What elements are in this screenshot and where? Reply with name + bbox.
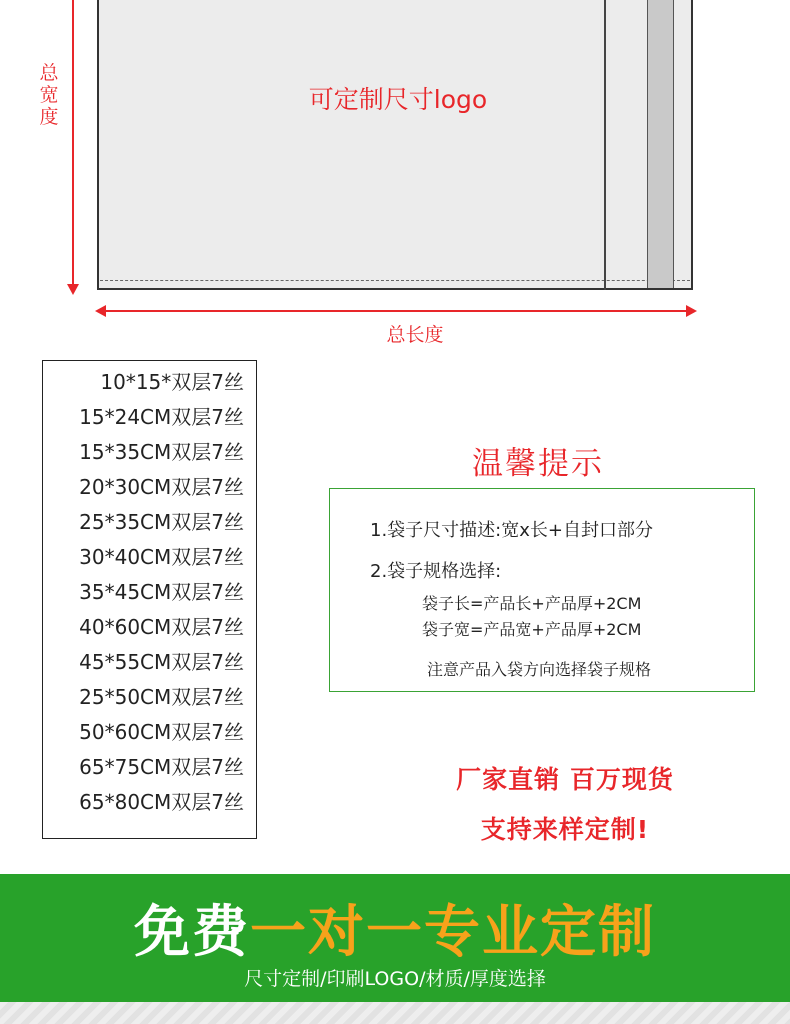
size-item: 40*60CM双层7丝 [79,615,244,639]
arrow-right-icon [686,305,697,317]
width-arrow-line [72,0,74,286]
banner-subtitle: 尺寸定制/印刷LOGO/材质/厚度选择 [244,968,546,990]
banner-title [0,888,790,968]
size-item: 10*15*双层7丝 [100,370,244,394]
arrow-left-icon [95,305,106,317]
zip-seal-strip [647,0,674,288]
custom-sample-text: 支持来样定制! [480,815,650,844]
size-item: 25*35CM双层7丝 [79,510,244,534]
tip-note: 注意产品入袋方向选择袋子规格 [427,660,652,679]
size-item: 25*50CM双层7丝 [79,685,244,709]
total-width-label: 总宽度 [39,62,59,128]
total-length-label: 总长度 [386,324,444,346]
size-item: 15*35CM双层7丝 [79,440,244,464]
custom-banner [0,874,790,1002]
size-item: 20*30CM双层7丝 [79,475,244,499]
banner-title-custom: 一对一专业定制 [250,900,656,965]
size-item: 65*75CM双层7丝 [79,755,244,779]
custom-size-label: 可定制尺寸logo [308,85,488,114]
tip-spec-selection: 2.袋子规格选择: [370,561,502,582]
size-item: 35*45CM双层7丝 [79,580,244,604]
flap-line [604,0,606,290]
tip-length-formula: 袋子长=产品长+产品厚+2CM [422,594,642,613]
size-list [79,365,244,820]
size-list-box [42,360,257,839]
tips-title: 温馨提示 [472,446,604,482]
size-item: 50*60CM双层7丝 [79,720,244,744]
length-arrow-line [104,310,686,312]
tip-width-formula: 袋子宽=产品宽+产品厚+2CM [422,620,642,639]
arrow-down-icon [67,284,79,295]
size-item: 65*80CM双层7丝 [79,790,244,814]
bottom-texture-strip [0,1002,790,1024]
size-item: 15*24CM双层7丝 [79,405,244,429]
size-item: 30*40CM双层7丝 [79,545,244,569]
tips-box [329,488,755,692]
size-item: 45*55CM双层7丝 [79,650,244,674]
banner-title-free: 免费 [134,900,250,965]
factory-direct-text: 厂家直销 百万现货 [456,765,674,794]
tip-size-description: 1.袋子尺寸描述:宽x长+自封口部分 [370,520,653,541]
seal-dashed-line [100,280,690,281]
